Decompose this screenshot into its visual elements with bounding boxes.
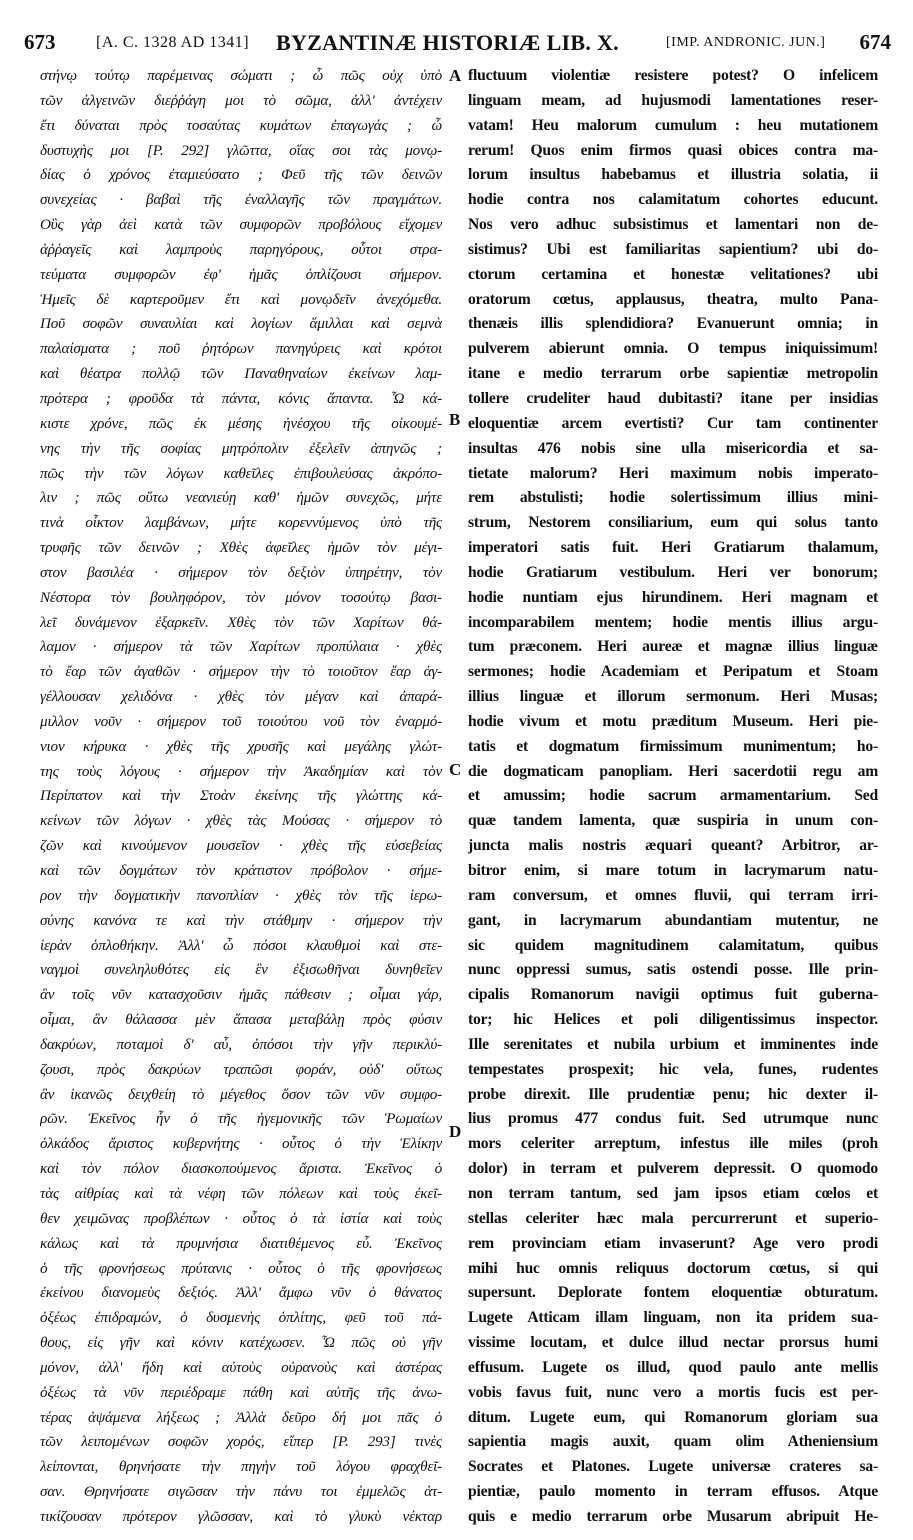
latin-text-line: tempestates prospexit; hic vela, funes, rudentes xyxy=(468,1060,878,1078)
margin-marker-c: C xyxy=(449,760,462,779)
latin-text-line: quæ tandem lamenta, quæ suspiria in unum con- xyxy=(468,812,878,830)
greek-text-line: παλαίσματα ; ποῦ ῥητόρων πανηγύρεις καὶ κρότοι xyxy=(40,340,442,358)
latin-text-line: nunc oppressi sumus, satis ostendi posse. Ille prin- xyxy=(468,961,878,979)
latin-text-line: incomparabilem mentem; hodie mentis illius argu- xyxy=(468,613,878,631)
emperor-reign: [IMP. ANDRONIC. JUN.] xyxy=(666,35,826,50)
latin-text-line: eloquentiæ arcem evertisti? Cur tam continenter xyxy=(468,414,878,432)
greek-text-line: νιον κήρυκα · χθὲς τῆς χρυσῆς καὶ μεγάλης γλώτ- xyxy=(40,737,442,755)
greek-text-line: ὀξέως τὰ νῦν περιέδραμε πάθη καὶ αὐτῆς τῆς ἀνω- xyxy=(40,1383,442,1401)
greek-text-line: τέρας ἀψάμενα λήξεως ; Ἀλλὰ δεῦρο δή μοι πᾶς ὁ xyxy=(40,1408,442,1426)
greek-text-line: στον βασιλέα · σήμερον τὸν δεξιὸν ὑπηρέτην, τὸν xyxy=(40,563,442,581)
greek-text-line: σαν. Θρηνήσατε σιγῶσαν τὴν πάνυ τοι ἐμμελῶς ἀτ- xyxy=(40,1483,442,1501)
latin-text-line: hodie Gratiarum vestibulum. Heri ver bonorum; xyxy=(468,563,878,581)
latin-text-line: non terram tantum, sed jam ipsos etiam cœlos et xyxy=(468,1184,878,1202)
greek-text-line: ὁ τῆς φρονήσεως πρύτανις · οὗτος ὁ τῆς φρονήσεως xyxy=(40,1259,442,1277)
latin-text-line: hodie contra nos calamitatum cohortes educunt. xyxy=(468,191,878,209)
greek-text-line: ὁλκάδος ἄριστος κυβερνήτης · οὗτος ὁ τὴν Ἑλίκην xyxy=(40,1135,442,1153)
greek-text-line: ρῶν. Ἐκεῖνος ἦν ὁ τῆς ἡγεμονικῆς τῶν Ῥωμαίων xyxy=(40,1110,442,1128)
greek-text-line: μόνον, ἀλλ' ἤδη καὶ αὐτοὺς οὐρανοὺς καὶ ἀστέρας xyxy=(40,1358,442,1376)
year-range: [A. C. 1328 AD 1341] xyxy=(96,34,250,51)
latin-text-line: gant, in lacrymarum abundantiam mutentur, ne xyxy=(468,911,878,929)
greek-text-line: ἀῤῥαγεῖς καὶ λαμπροὺς παρηγόρους, οὗτοι στρα- xyxy=(40,240,442,258)
greek-text-line: καὶ τὸν πόλον διασκοπούμενος ἄριστα. Ἐκεῖνος ὁ xyxy=(40,1160,442,1178)
greek-text-line: δακρύων, ποταμοὶ δ' αὖ, ὁπόσοι τὴν γῆν περικλύ- xyxy=(40,1035,442,1053)
latin-text-line: vissime locutam, et dulce illud nectar prorsus humi xyxy=(468,1334,878,1352)
latin-text-line: cipalis Romanorum navigii optimus fuit guberna- xyxy=(468,986,878,1004)
greek-text-line: λείπονται, θρηνήσατε τὴν πηγὴν τοῦ λόγου φραχθεῖ- xyxy=(40,1458,442,1476)
greek-text-line: ἂν ἱκανῶς δειχθείη τὸ μέγεθος ὅσον τῶν νῦν συμφο- xyxy=(40,1085,442,1103)
greek-text-line: δίας ὁ χρόνος ἐταμιεύσατο ; Φεῦ τῆς τῶν δεινῶν xyxy=(40,166,442,184)
latin-text-line: mihi huc omnis reliquus doctorum cœtus, si qui xyxy=(468,1259,878,1277)
greek-text-line: Νέστορα τὸν βουληφόρον, τὸν μόνον τοσούτῳ βασι- xyxy=(40,588,442,606)
greek-text-line: ναγμοὶ συνεληλυθότες εἰς ἓν ἐξισωθῆναι δυνηθεῖεν xyxy=(40,961,442,979)
greek-text-line: μιλλον νοῦν · σήμερον τοῦ τοιούτου νοῦ τὸν ἐναρμό- xyxy=(40,712,442,730)
latin-text-line: insultas 476 nobis sine ulla misericordia et sa- xyxy=(468,439,878,457)
latin-text-line: lius promus 477 condus fuit. Sed utrumque nunc xyxy=(468,1110,878,1128)
latin-text-line: et amussim; hodie sacrum armamentarium. Sed xyxy=(468,787,878,805)
greek-text-line: κείνων τῶν λόγων · χθὲς τὰς Μούσας · σήμερον τὸ xyxy=(40,812,442,830)
greek-text-line: στήνῳ τούτῳ παρέμεινας σώματι ; ὦ πῶς οὐχ ὑπὸ xyxy=(40,67,442,84)
greek-text-line: λεῖ δυνάμενον ἐξαρκεῖν. Χθὲς τὸν τῶν Χαρίτων θά- xyxy=(40,613,442,631)
greek-text-column xyxy=(40,64,442,1530)
greek-text-line: πῶς τὴν τῶν λόγων καθεῖλες ἐπιβουλεύσας ἀκρόπο- xyxy=(40,464,442,482)
greek-text-line: της τοὺς λόγους · σήμερον τὴν Ἀκαδημίαν καὶ τὸν xyxy=(40,762,442,780)
latin-text-line: quis e medio terrarum orbe Musarum abripuit He- xyxy=(468,1507,878,1525)
latin-text-line: sic quidem magnitudinem calamitatum, quibus xyxy=(468,936,878,954)
latin-text-line: dolor) in terram et pulverem depressit. O quomodo xyxy=(468,1160,878,1178)
latin-text-line: fluctuum violentiæ resistere potest? O infelicem xyxy=(468,67,878,84)
latin-text-line: Ille serenitates et nubila urbium et imminentes inde xyxy=(468,1035,878,1053)
greek-text-line: καὶ θέατρα πολλῷ τῶν Παναθηναίων ἐκείνων λαμ- xyxy=(40,365,442,383)
greek-text-line: τεύματα συμφορῶν ἐφ' ἡμᾶς ὁπλίζουσι σήμερον. xyxy=(40,265,442,283)
greek-text-line: τῶν ἀλγεινῶν διεῤῥάγη μοι τὸ σῶμα, ἀλλ' ἀντέχειν xyxy=(40,91,442,109)
latin-text-line: strum, Nestorem consiliarium, eum qui solus tanto xyxy=(468,514,878,532)
latin-text-line: tietate malorum? Heri maximum nobis imperato- xyxy=(468,464,878,482)
latin-text-line: tollere crudeliter haud dubitasti? itane per insidias xyxy=(468,389,878,407)
latin-text-line: vobis favus fuit, nunc vero a mortis fucis est per- xyxy=(468,1383,878,1401)
margin-marker-d: D xyxy=(449,1122,462,1141)
page-number-right: 674 xyxy=(859,30,891,54)
page-number-left: 673 xyxy=(24,30,56,54)
latin-text-line: die dogmaticam panopliam. Heri sacerdotii regu am xyxy=(468,762,878,780)
greek-text-line: τὸ ἔαρ τῶν ἀγαθῶν · σήμερον τὴν τὸ τοιοῦτον ἔαρ ἀγ- xyxy=(40,663,442,681)
latin-text-line: vatam! Heu malorum cumulum : heu mutationem xyxy=(468,116,878,134)
greek-text-line: ρον τὴν δογματικὴν πανοπλίαν · χθὲς τὸν τῆς ἱερω- xyxy=(40,886,442,904)
latin-text-line: oratorum cœtus, applausus, theatra, multo Pana- xyxy=(468,290,878,308)
latin-text-line: pientiæ, paulo momento in terram effusos. Atque xyxy=(468,1483,878,1501)
latin-text-line: hodie vivum et motu præditum Museum. Heri pie- xyxy=(468,712,878,730)
running-header xyxy=(24,30,891,60)
greek-text-line: δυστυχὴς μοι [P. 292] γλῶττα, οἵας σοι τὰς μονῳ- xyxy=(40,141,442,159)
greek-text-line: θεν χειμῶνας προβλέπων · οὗτος ὁ τὰ ἱστία καὶ τοὺς xyxy=(40,1209,442,1227)
greek-text-line: ἐκείνου διανομεὺς δεξιός. Ἀλλ' ἄμφω νῦν ὁ θάνατος xyxy=(40,1284,442,1302)
latin-text-line: thenæis illis splendidiora? Evanuerunt omnia; in xyxy=(468,315,878,333)
greek-text-line: τῶν λειπομένων σοφῶν χορός, εἴπερ [P. 293] τινὲς xyxy=(40,1433,442,1451)
latin-text-line: mors celeriter arreptum, infestus ille miles (proh xyxy=(468,1135,878,1153)
latin-text-line: sermones; hodie Academiam et Peripatum et Stoam xyxy=(468,663,878,681)
greek-text-line: λαμον · σήμερον τὰ τῶν Χαρίτων προπύλαια · χθὲς xyxy=(40,638,442,656)
running-title: BYZANTINÆ HISTORIÆ LIB. X. xyxy=(276,30,619,55)
latin-text-line: supersunt. Deplorate fontem eloquentiæ obturatum. xyxy=(468,1284,878,1302)
latin-text-line: hodie nuntiam ejus hirundinem. Heri magnam et xyxy=(468,588,878,606)
latin-text-line: rem provinciam etiam invaserunt? Age vero prodi xyxy=(468,1234,878,1252)
greek-text-line: ὀξέως ἐπιδραμών, ὁ δυσμενὴς ὁπλίτης, φεῦ τοῦ πά- xyxy=(40,1309,442,1327)
latin-text-line: Socrates et Platones. Lugete universæ crateres sa- xyxy=(468,1458,878,1476)
latin-text-line: pulverem abierunt omnia. O tempus iniquissimum! xyxy=(468,340,878,358)
latin-text-line: sistimus? Ubi est familiaritas sapientium? ubi do- xyxy=(468,240,878,258)
latin-text-line: sapientia magis auxit, quam olim Atheniensium xyxy=(468,1433,878,1451)
latin-text-line: bitror enim, si mare totum in lacrymarum natu- xyxy=(468,862,878,879)
greek-text-line: τικίζουσαν πρότερον γλῶσσαν, καὶ τὸ γλυκὺ νέκταρ xyxy=(40,1507,442,1525)
greek-text-line: νης τὴν τῆς σοφίας μητρόπολιν ἐξελεῖν ἀπηνῶς ; xyxy=(40,439,442,457)
greek-text-line: ἔτι δύναται πρὸς τοσαύτας κυμάτων ἐπαγωγάς ; ὦ xyxy=(40,116,442,134)
latin-text-line: illius linguæ et illorum sermonum. Heri Musas; xyxy=(468,688,878,706)
greek-text-line: ἂν τοῖς νῦν κατασχοῦσιν ἡμᾶς πάθεσιν ; οἶμαι γάρ, xyxy=(40,986,442,1004)
greek-text-line: τρυφῆς τῶν δεινῶν ; Χθὲς ἀφεῖλες ἡμῶν τὸν μέγι- xyxy=(40,539,442,557)
greek-text-line: ζῶν καὶ κινούμενον μουσεῖον · χθὲς τῆς εὐσεβείας xyxy=(40,837,442,855)
latin-text-column xyxy=(468,64,878,1530)
greek-text-line: τὰς αἰθρίας καὶ τὰ νέφη τῶν πόλεων καὶ τοὺς ἐκεῖ- xyxy=(40,1184,442,1202)
greek-text-line: πρότερα ; φροῦδα τὰ πάντα, κόνις ἅπαντα. Ὦ κά- xyxy=(40,389,442,407)
latin-text-line: effusum. Lugete os illud, quod paulo ante mellis xyxy=(468,1358,878,1376)
greek-text-line: Οὓς γὰρ ἀεὶ κατὰ τῶν συμφορῶν προβόλους εἴχομεν xyxy=(40,216,442,234)
greek-text-line: θους, εἰς γῆν καὶ κόνιν κατέχωσεν. Ὦ πῶς οὐ γῆν xyxy=(40,1334,442,1352)
greek-text-line: κιστε χρόνε, πῶς ἐκ μέσης ἠνέσχου τῆς οἰκουμέ- xyxy=(40,414,442,432)
latin-text-line: ditum. Lugete eum, qui Romanorum gloriam sua xyxy=(468,1408,878,1426)
greek-text-line: σύνης κανόνα τε καὶ τὴν στάθμην · σήμερον τὴν xyxy=(40,911,442,929)
greek-text-line: συνεχείας · βαβαὶ τῆς ἐναλλαγῆς τῶν πραγμάτων. xyxy=(40,191,442,209)
margin-marker-a: A xyxy=(449,66,462,85)
greek-text-line: τινὰ οἶκτον λαμβάνων, μήτε κορεννύμενος ὑπὸ τῆς xyxy=(40,514,442,532)
latin-text-line: rerum! Quos enim firmos quasi obices contra ma- xyxy=(468,141,878,159)
latin-text-line: stellas celeriter hæc mala percurrerunt et superio- xyxy=(468,1209,878,1227)
greek-text-line: Ἡμεῖς δὲ καρτεροῦμεν ἔτι καὶ μονῳδεῖν ἀνεχόμεθα. xyxy=(40,290,442,308)
greek-text-line: καὶ τῶν δογμάτων τὸν κράτιστον πρόβολον · σήμε- xyxy=(40,862,442,879)
latin-text-line: imperatori satis fuit. Heri Gratiarum thalamum, xyxy=(468,539,878,557)
latin-text-line: itane e medio terrarum orbe sapientiæ metropolin xyxy=(468,365,878,383)
latin-text-line: ram conversum, et omnes fluvii, qui terram irri- xyxy=(468,886,878,904)
latin-text-line: lorum insultus habebamus et illustria solatia, ii xyxy=(468,166,878,184)
greek-text-line: οἶμαι, ἂν θάλασσα μὲν ἅπασα μεταβάλῃ πρὸς φύσιν xyxy=(40,1011,442,1029)
greek-text-line: γέλλουσαν χελιδόνα · χθὲς τὸν μέγαν καὶ ἀπαρά- xyxy=(40,688,442,706)
latin-text-line: Nos vero adhuc subsistimus et lamentari non de- xyxy=(468,216,878,234)
greek-text-line: Περίπατον καὶ τὴν Στοὰν ἐκείνης τῆς γλώττης κά- xyxy=(40,787,442,805)
greek-text-line: ἱερὰν ὁπλοθήκην. Ἀλλ' ὦ πόσοι κλαυθμοὶ καὶ στε- xyxy=(40,936,442,954)
greek-text-line: ζουσι, πρὸς δακρύων τραπῶσι φοράν, οὐδ' οὕτως xyxy=(40,1060,442,1078)
greek-text-line: Ποῦ σοφῶν συναυλίαι καὶ λογίων ἅμιλλαι καὶ σεμνὰ xyxy=(40,315,442,333)
latin-text-line: tatis et dogmatum firmissimum munimentum; ho- xyxy=(468,737,878,755)
margin-marker-b: B xyxy=(449,410,461,429)
latin-text-line: tor; hic Helices et poli diligentissimus inspector. xyxy=(468,1011,878,1029)
latin-text-line: rem abstulisti; hodie solertissimum illius mini- xyxy=(468,489,878,507)
greek-text-line: κάλως καὶ τὰ πρυμνήσια διατιθέμενος εὖ. Ἐκεῖνος xyxy=(40,1234,442,1252)
latin-text-line: Lugete Atticam illam linguam, non ita pridem sua- xyxy=(468,1309,878,1327)
latin-text-line: tum præconem. Heri aureæ et magnæ illius linguæ xyxy=(468,638,878,656)
latin-text-line: ctorum certamina et honestæ velitationes? ubi xyxy=(468,265,878,283)
latin-text-line: probe direxit. Ille prudentiæ penu; hic dexter il- xyxy=(468,1085,878,1103)
greek-text-line: λιν ; πῶς οὕτω νεανιεύῃ καθ' ἡμῶν συνεχῶς, μήτε xyxy=(40,489,442,507)
latin-text-line: linguam meam, ad hujusmodi lamentationes reser- xyxy=(468,91,878,109)
latin-text-line: juncta malis nostris æquari queant? Arbitror, ar- xyxy=(468,837,878,855)
